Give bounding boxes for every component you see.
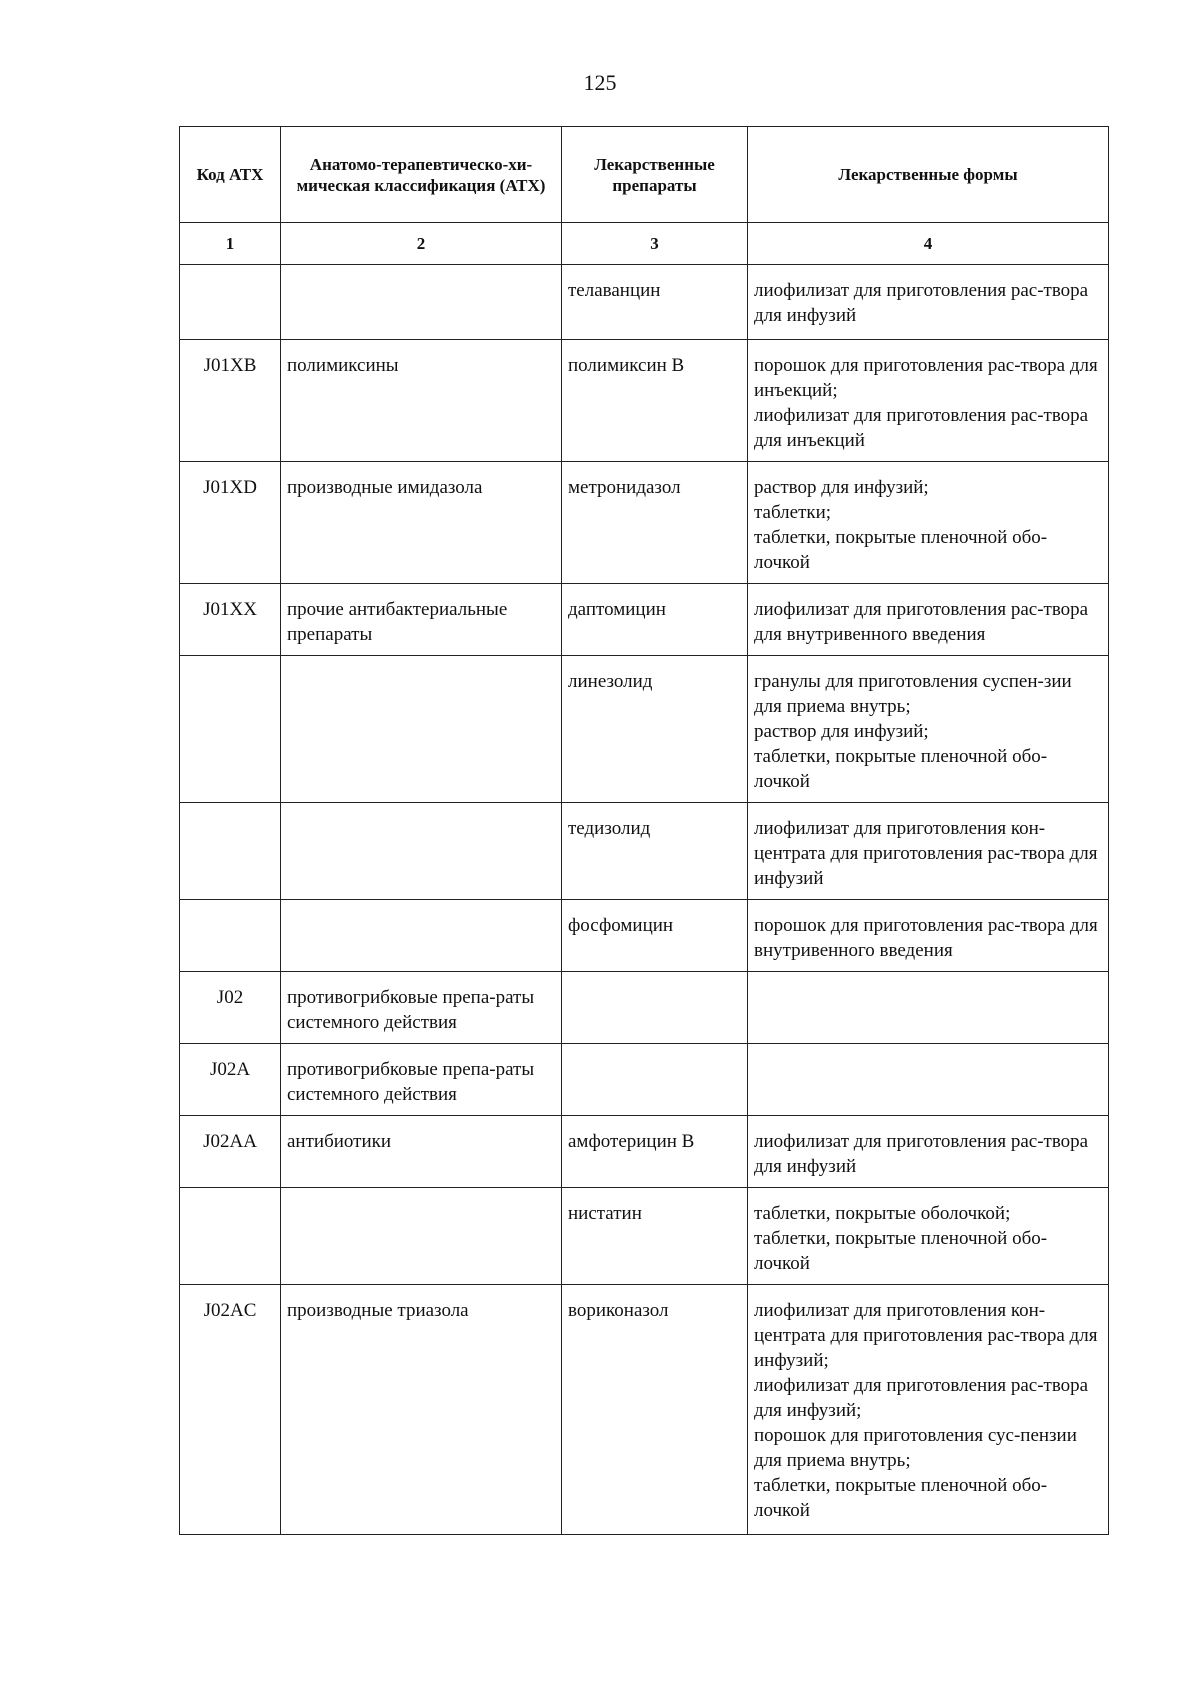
cell-dosage-forms	[748, 1044, 1109, 1116]
cell-classification: антибиотики	[281, 1116, 562, 1188]
cell-drug: линезолид	[562, 656, 748, 803]
cell-atx-code	[180, 1188, 281, 1285]
cell-atx-code: J02AC	[180, 1285, 281, 1535]
dosage-form-entry: таблетки, покрытые пленочной обо-лочкой	[754, 1228, 1048, 1274]
cell-dosage-forms	[748, 462, 1109, 584]
table-row	[180, 803, 1109, 900]
cell-atx-code	[180, 656, 281, 803]
cell-classification: прочие антибактериальные препараты	[281, 584, 562, 656]
cell-classification	[281, 265, 562, 340]
header-drugs: Лекарственные препараты	[562, 127, 748, 223]
cell-dosage-forms	[748, 972, 1109, 1044]
cell-atx-code: J02	[180, 972, 281, 1044]
table-row	[180, 340, 1109, 462]
cell-atx-code	[180, 900, 281, 972]
dosage-form-entry: раствор для инфузий;	[754, 721, 929, 742]
cell-classification: производные триазола	[281, 1285, 562, 1535]
cell-atx-code	[180, 803, 281, 900]
cell-drug: метронидазол	[562, 462, 748, 584]
cell-classification	[281, 656, 562, 803]
cell-atx-code: J01XD	[180, 462, 281, 584]
table-row	[180, 1116, 1109, 1188]
cell-classification: противогрибковые препа-раты системного действия	[281, 1044, 562, 1116]
dosage-form-entry: лиофилизат для приготовления рас-твора для инъекций	[754, 405, 1089, 451]
atx-drug-table	[179, 126, 1109, 1535]
page-number: 125	[583, 70, 617, 95]
dosage-form-entry: порошок для приготовления рас-твора для внутривенного введения	[754, 915, 1098, 961]
column-number: 1	[180, 223, 281, 265]
dosage-form-entry: раствор для инфузий;	[754, 477, 929, 498]
table-row	[180, 584, 1109, 656]
cell-dosage-forms	[748, 584, 1109, 656]
cell-atx-code: J01XX	[180, 584, 281, 656]
cell-drug: даптомицин	[562, 584, 748, 656]
dosage-form-entry: порошок для приготовления рас-твора для инъекций;	[754, 355, 1098, 401]
cell-atx-code: J02A	[180, 1044, 281, 1116]
cell-classification	[281, 1188, 562, 1285]
cell-atx-code	[180, 265, 281, 340]
table-row	[180, 1044, 1109, 1116]
cell-dosage-forms	[748, 340, 1109, 462]
cell-classification: полимиксины	[281, 340, 562, 462]
cell-drug: амфотерицин В	[562, 1116, 748, 1188]
cell-dosage-forms	[748, 803, 1109, 900]
table-row	[180, 900, 1109, 972]
column-number: 4	[748, 223, 1109, 265]
cell-dosage-forms	[748, 1285, 1109, 1535]
table-row	[180, 656, 1109, 803]
table-row	[180, 265, 1109, 340]
dosage-form-entry: таблетки, покрытые оболочкой;	[754, 1203, 1011, 1224]
dosage-form-entry: лиофилизат для приготовления рас-твора для инфузий	[754, 1131, 1089, 1177]
dosage-form-entry: таблетки;	[754, 502, 832, 523]
cell-dosage-forms	[748, 1116, 1109, 1188]
dosage-form-entry: лиофилизат для приготовления кон-центрата для приготовления рас-твора для инфузий;	[754, 1300, 1098, 1371]
dosage-form-entry: таблетки, покрытые пленочной обо-лочкой	[754, 527, 1048, 573]
dosage-form-entry: таблетки, покрытые пленочной обо-лочкой	[754, 1475, 1048, 1521]
cell-drug: телаванцин	[562, 265, 748, 340]
table-header-row	[180, 127, 1109, 223]
cell-dosage-forms	[748, 656, 1109, 803]
dosage-form-entry: лиофилизат для приготовления рас-твора для инфузий;	[754, 1375, 1089, 1421]
cell-dosage-forms	[748, 1188, 1109, 1285]
column-number-row	[180, 223, 1109, 265]
header-dosage-forms: Лекарственные формы	[748, 127, 1109, 223]
table-row	[180, 462, 1109, 584]
cell-classification	[281, 900, 562, 972]
table-body	[180, 265, 1109, 1535]
cell-drug: вориконазол	[562, 1285, 748, 1535]
dosage-form-entry: порошок для приготовления сус-пензии для приема внутрь;	[754, 1425, 1077, 1471]
cell-classification: производные имидазола	[281, 462, 562, 584]
cell-drug: полимиксин В	[562, 340, 748, 462]
table-row	[180, 972, 1109, 1044]
dosage-form-entry: лиофилизат для приготовления кон-центрата для приготовления рас-твора для инфузий	[754, 818, 1098, 889]
cell-drug	[562, 1044, 748, 1116]
header-classification: Анатомо-терапевтическо-хи-мическая классификация (АТХ)	[281, 127, 562, 223]
cell-drug	[562, 972, 748, 1044]
dosage-form-entry: таблетки, покрытые пленочной обо-лочкой	[754, 746, 1048, 792]
cell-drug: тедизолид	[562, 803, 748, 900]
table-row	[180, 1188, 1109, 1285]
table-row	[180, 1285, 1109, 1535]
cell-dosage-forms	[748, 265, 1109, 340]
cell-classification: противогрибковые препа-раты системного действия	[281, 972, 562, 1044]
cell-classification	[281, 803, 562, 900]
column-number: 3	[562, 223, 748, 265]
dosage-form-entry: лиофилизат для приготовления рас-твора для инфузий	[754, 280, 1089, 326]
header-atx-code: Код АТХ	[180, 127, 281, 223]
cell-drug: фосфомицин	[562, 900, 748, 972]
column-number: 2	[281, 223, 562, 265]
cell-atx-code: J02AA	[180, 1116, 281, 1188]
cell-atx-code: J01XB	[180, 340, 281, 462]
dosage-form-entry: гранулы для приготовления суспен-зии для приема внутрь;	[754, 671, 1072, 717]
cell-dosage-forms	[748, 900, 1109, 972]
cell-drug: нистатин	[562, 1188, 748, 1285]
dosage-form-entry: лиофилизат для приготовления рас-твора для внутривенного введения	[754, 599, 1089, 645]
